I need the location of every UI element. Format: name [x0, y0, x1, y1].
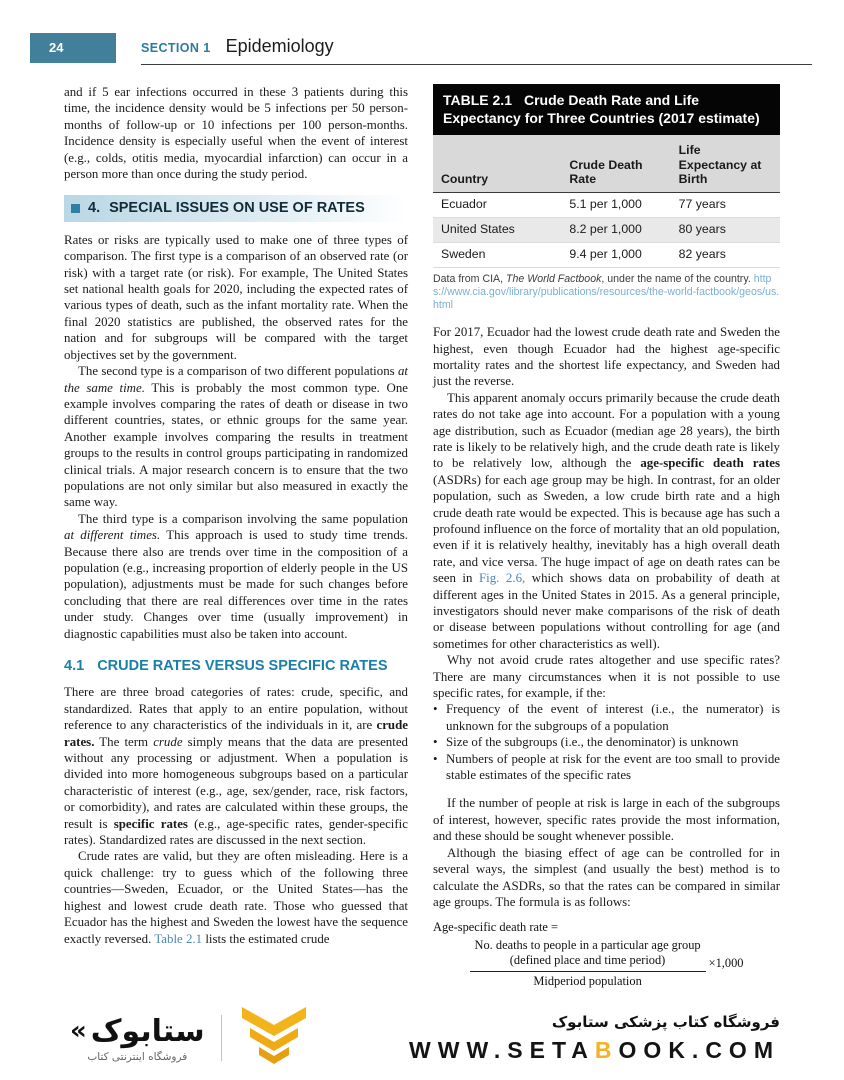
page-number: 24	[49, 40, 64, 55]
paragraph-crude-challenge: Crude rates are valid, but they are often misleading. Here is a quick challenge: try to guess which of the following three countries—Sweden, Ecuador, or the United States—has the highest and lowest crude death rate. Those who guessed that Ecuador has the highest and Sweden the lowest have the sequence exactly reversed. Table 2.1 lists the estimated crude	[64, 849, 408, 946]
table-title-bar	[433, 84, 780, 135]
right-column	[433, 84, 780, 989]
paragraph-incidence-density: and if 5 ear infections occurred in these 3 patients during this time, the incidence density would be 5 infections per 50 person-months of follow-up or 10 infections per 100 person-months. Incidence density is especially useful when the event of interest (e.g., colds, otitis media, myocardial infarction) can occur in a person more than once during the study period.	[64, 85, 408, 182]
paragraph-asdr-method: Although the biasing effect of age can be controlled for in several ways, the simplest (and usually the best) method is to calculate the ASDRs, so that the rates can be compared in similar age groups. The formula is as follows:	[433, 845, 780, 909]
list-item	[433, 734, 780, 750]
formula-numerator: No. deaths to people in a particular age group (defined place and time period)	[470, 938, 706, 972]
footer-right	[409, 1013, 780, 1064]
section-label: SECTION 1	[141, 41, 211, 55]
footer-divider	[221, 1015, 222, 1061]
fig-2-6-crossref-link[interactable]: Fig. 2.6,	[478, 571, 526, 586]
bullet-marker: •	[433, 735, 438, 750]
setabook-chevron-emblem-icon	[238, 1007, 310, 1070]
data-table	[433, 135, 780, 268]
table-row: Ecuador 5.1 per 1,000 77 years	[433, 192, 780, 217]
column-header-country: Country	[433, 135, 561, 192]
heading-label: SPECIAL ISSUES ON USE OF RATES	[109, 200, 365, 217]
paragraph-third-type: The third type is a comparison involving the same population at different times. This approach is used to study time trends. Because there also are trends over time in the composition of a population (e.g., increasing proportion of elderly people in the US population), adjustments must be made for such changes before concluding that there are real differences over time in the rates under study. Changes over time (usually improvement) in diagnostic capabilities must also be taken into account.	[64, 511, 409, 641]
table-header-row	[433, 135, 780, 192]
table-2-1	[433, 84, 780, 268]
setabook-logo-group	[70, 1007, 310, 1070]
paragraph-rate-categories: There are three broad categories of rates: crude, specific, and standardized. Rates that apply to an entire population, without reference to any characteristics of the individuals in it, are crude rates. The term crude simply means that the data are presented without any processing or adjustment. When a population is divided into more homogeneous subgroups based on a particular characteristic of interest (e.g., age, sex/gender, race, risk factors, or comorbidity), and rates are calculated within these groups, the result is specific rates (e.g., age-specific rates, gender-specific rates). Standardized rates are discussed in the next section.	[64, 685, 408, 848]
bullet-text: Size of the subgroups (i.e., the denominator) is unknown	[446, 735, 739, 750]
persian-tagline: فروشگاه کتاب پزشکی ستابوک	[551, 1012, 780, 1031]
formula-lhs: Age-specific death rate =	[433, 920, 558, 935]
table-2-1-crossref-link[interactable]: Table 2.1	[154, 931, 203, 946]
bullet-marker: •	[433, 702, 438, 717]
page-number-box	[30, 33, 116, 63]
header-rule	[141, 64, 812, 65]
left-column	[64, 84, 408, 947]
table-label: TABLE 2.1	[443, 92, 512, 108]
table-source-note: Data from CIA, The World Factbook, under the name of the country. https://www.cia.gov/library/publications/resources/the-world-factbook/geos/us.html	[433, 272, 780, 311]
heading-label: CRUDE RATES VERSUS SPECIFIC RATES	[97, 658, 388, 674]
setabook-logo-text: ستابوک	[90, 1013, 205, 1049]
heading-number: 4.1	[64, 658, 85, 674]
paragraph-comparison-types: Rates or risks are typically used to make one of three types of comparison. The first type is a comparison of an observed rate (or risk) with a target rate (or risk). For example, The United States set national health goals for 2020, including the expected rates of various types of death, such as the infant mortality rate. When the final 2020 statistics are published, the observed rates for the nation and for subgroups will be compared with the target objectives set by the government.	[64, 232, 408, 362]
running-header	[141, 36, 334, 57]
heading-crude-vs-specific	[64, 658, 408, 674]
heading-square-icon	[71, 204, 80, 213]
column-header-crude-death-rate: Crude Death Rate	[561, 135, 670, 192]
formula-fraction	[470, 938, 706, 990]
publisher-footer	[0, 1004, 844, 1080]
setabook-logo-wordmark	[70, 1014, 205, 1049]
paragraph-anomaly: This apparent anomaly occurs primarily because the crude death rates do not take age into account. For a population with a young age distribution, such as Ecuador (median age 28 years), the birth rate is likely to be relatively high, and the crude death rate is likely to be relatively low, although the age-specific death rates (ASDRs) for each age group may be high. In contrast, for an older population, such as Sweden, a low crude birth rate and a high crude death rate would be expected. This is because age has such a profound influence on the force of mortality that an old population, even if it is relatively healthy, inevitably has a high overall death rate, and vice versa. The huge impact of age on death rates can be seen in Fig. 2.6, which shows data on probability of death at different ages in the United States in 2015. As a general principle, investigators should never make comparisons of the risk of death or disease between populations without controlling for age (and sometimes for other characteristics as well).	[433, 390, 780, 651]
bullet-text: Frequency of the event of interest (i.e., the numerator) is unknown for the subgroups of a population	[446, 702, 780, 733]
section-title: Epidemiology	[225, 36, 334, 56]
table-caption: Crude Death Rate and Life Expectancy for Three Countries (2017 estimate)	[443, 92, 760, 126]
formula-block	[433, 920, 780, 989]
paragraph-second-type: The second type is a comparison of two different populations at the same time. This is probably the most common type. One example involves comparing the rates of death or disease in two different countries, states, or ethnic groups for the same year. Another example involves comparing the results in treatment groups to the results in control groups participating in randomized clinical trials. A major research concern is to ensure that the two populations are not only similar but also measured in exactly the same way.	[64, 364, 408, 510]
paragraph-why-not-crude: Why not avoid crude rates altogether and use specific rates? There are many circumstances when it is not possible to use specific rates, for example, if the:	[433, 653, 780, 701]
list-item	[433, 751, 780, 784]
heading-special-issues	[64, 195, 408, 221]
setabook-logo-subtitle: فروشگاه اینترنتی کتاب	[87, 1050, 188, 1063]
heading-number: 4.	[88, 200, 101, 217]
paragraph-2017-rates: For 2017, Ecuador had the lowest crude death rate and Sweden the highest, even though Ecuador had the highest age-specific mortality rates and the shortest life expectancy, and Sweden had just the reverse.	[433, 325, 780, 389]
guillemet-mark-icon: «	[70, 1016, 87, 1046]
setabook-url[interactable]: WWW.SETABOOK.COM	[409, 1036, 780, 1063]
formula-denominator: Midperiod population	[533, 973, 642, 988]
table-row: Sweden 9.4 per 1,000 82 years	[433, 242, 780, 267]
source-url-link[interactable]: https://www.cia.gov/library/publications/resources/the-world-factbook/geos/us.html	[433, 272, 780, 311]
column-header-life-expectancy: Life Expectancy at Birth	[671, 135, 780, 192]
bullet-marker: •	[433, 751, 438, 766]
formula-multiplier: ×1,000	[708, 955, 744, 970]
table-row: United States 8.2 per 1,000 80 years	[433, 217, 780, 242]
list-item	[433, 701, 780, 734]
url-highlight-letter: B	[594, 1036, 619, 1063]
paragraph-large-subgroups: If the number of people at risk is large in each of the subgroups of interest, however, specific rates provide the most information, and these should be sought whenever possible.	[433, 796, 780, 844]
bullet-text: Numbers of people at risk for the event are too small to provide stable estimates of the specific rates	[446, 751, 780, 783]
